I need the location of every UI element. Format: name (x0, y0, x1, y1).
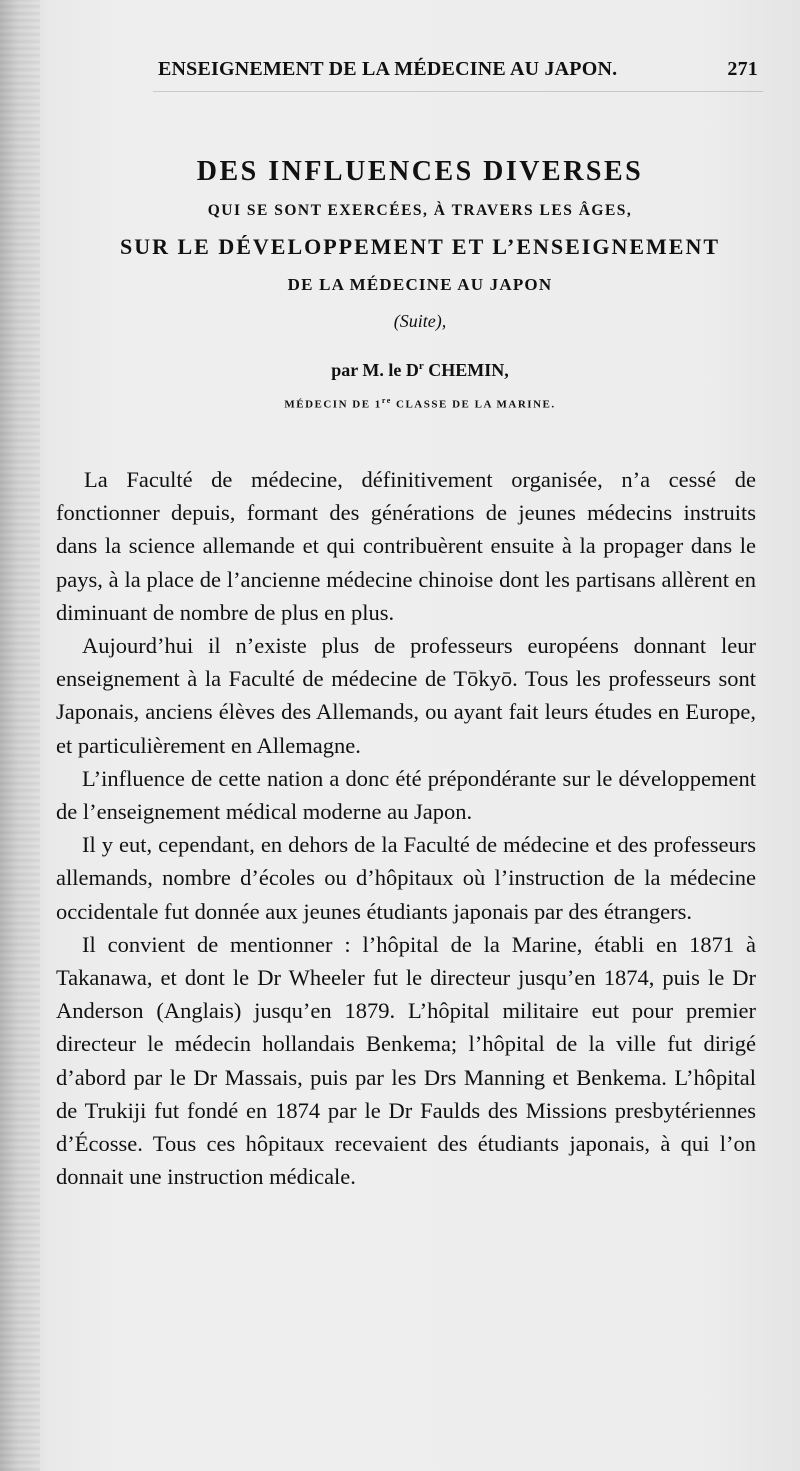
article-title-block (60, 152, 780, 418)
paragraph: La Faculté de médecine, définitivement organisée, n’a cessé de fonctionner depuis, formant des générations de jeunes médecins instruits dans la science allemande et qui contribuèrent ensuite à la propager dans le pays, à la place de l’ancienne médecine chinoise dont les partisans allèrent en diminuant de nombre de plus en plus. (56, 467, 756, 625)
header-rule (153, 91, 763, 92)
affiliation-prefix: MÉDECIN DE 1 (284, 398, 382, 411)
author-line (60, 348, 780, 388)
author-prefix: par M. le D (331, 360, 419, 380)
article-title-main: DES INFLUENCES DIVERSES (196, 156, 644, 187)
article-title-line2: QUI SE SONT EXERCÉES, À TRAVERS LES ÂGES, (207, 202, 633, 219)
author-affiliation (60, 388, 780, 418)
article-title-line4: DE LA MÉDECINE AU JAPON (287, 275, 553, 294)
paragraph: Il y eut, cependant, en dehors de la Faculté de médecine et des professeurs allemands, nombre d’écoles ou d’hôpitaux où l’instruction de la médecine occidentale fut donnée aux jeunes étudiants japonais par des étrangers. (56, 832, 756, 924)
article-suite-label: (Suite), (393, 311, 447, 331)
author-name: CHEMIN, (423, 360, 509, 380)
author-title-sup: r (418, 360, 424, 372)
affiliation-rest: CLASSE DE LA MARINE. (391, 398, 556, 411)
paragraph: L’influence de cette nation a donc été prépondérante sur le développement de l’enseignement médical moderne au Japon. (56, 765, 756, 825)
article-title-line3: SUR LE DÉVELOPPEMENT ET L’ENSEIGNEMENT (119, 234, 721, 259)
paragraph: Aujourd’hui il n’existe plus de professeurs européens donnant leur enseignement à la Faculté de médecine de Tōkyō. Tous les professeurs sont Japonais, anciens élèves des Allemands, ou ayant fait leurs études en Europe, et particulièrement en Allemagne. (56, 633, 756, 758)
article-body (56, 463, 756, 1193)
running-head (158, 58, 758, 92)
paragraph: Il convient de mentionner : l’hôpital de la Marine, établi en 1871 à Takanawa, et dont le Dr Wheeler fut le directeur jusqu’en 1874, puis le Dr Anderson (Anglais) jusqu’en 1879. L’hôpital militaire eut pour premier directeur le médecin hollandais Benkema; l’hôpital de la ville fut dirigé d’abord par le Dr Massais, puis par les Drs Manning et Benkema. L’hôpital de Trukiji fut fondé en 1874 par le Dr Faulds des Missions presbytériennes d’Écosse. Tous ces hôpitaux recevaient des étudiants japonais, à qui l’on donnait une instruction médicale. (56, 931, 756, 1190)
page-spine-shadow (0, 0, 40, 1471)
page-number: 271 (727, 58, 758, 80)
running-head-title: ENSEIGNEMENT DE LA MÉDECINE AU JAPON. (158, 58, 618, 80)
affiliation-sup: re (381, 396, 392, 405)
